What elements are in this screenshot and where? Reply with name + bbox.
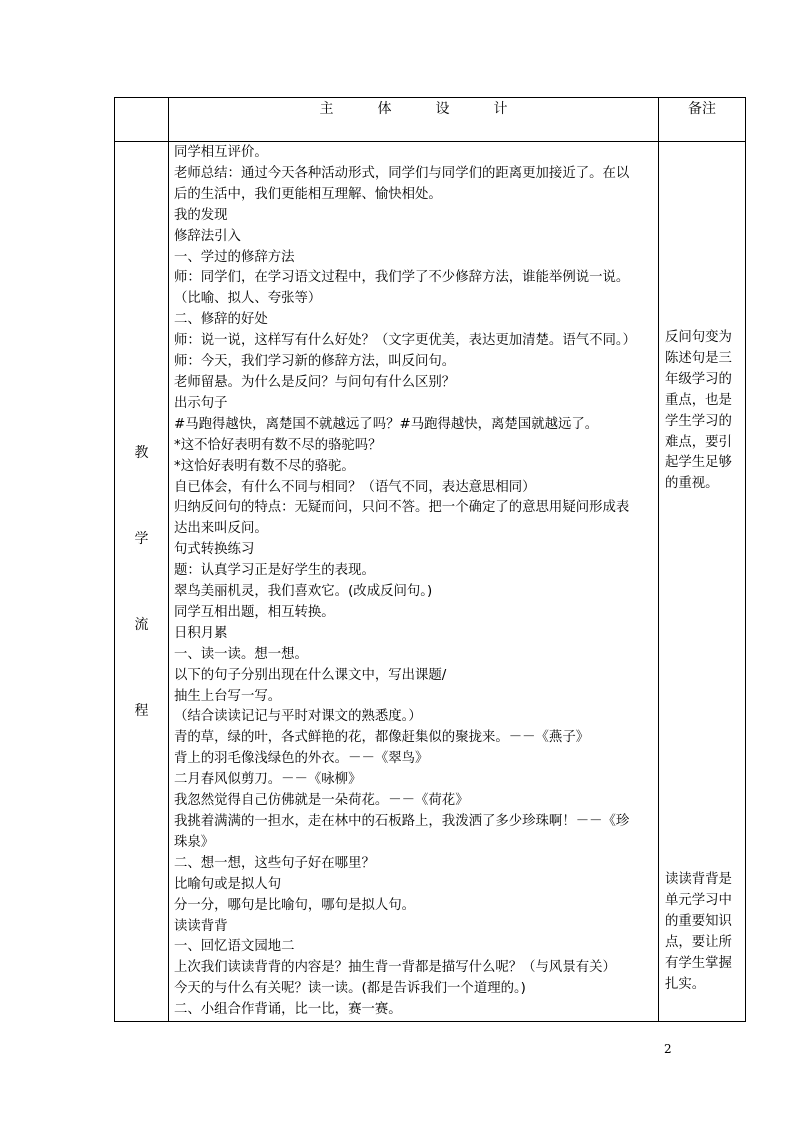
header-main-char: 设 — [435, 101, 450, 117]
side-label-char: 教 — [134, 444, 149, 461]
content-line: 我挑着满满的一担水，走在林中的石板路上，我泼洒了多少珍珠啊！－－《珍 — [174, 814, 630, 829]
content-line: 老师留悬。为什么是反问？与问句有什么区别？ — [174, 374, 456, 390]
content-line: 日积月累 — [174, 625, 228, 641]
side-label-char: 流 — [134, 616, 149, 633]
header-note: 备注 — [659, 98, 746, 142]
content-line: 题：认真学习正是好学生的表现。 — [174, 563, 375, 579]
content-line: 背上的羽毛像浅绿色的外衣。－－《翠鸟》 — [174, 751, 429, 767]
note-reading-recitation — [665, 870, 741, 995]
content-line: 师：说一说，这样写有什么好处？（文字更优美，表达更加清楚。语气不同。） — [174, 333, 636, 349]
content-line: 今天的与什么有关呢？读一读。(都是告诉我们一个道理的。) — [174, 981, 526, 997]
header-main-design — [169, 98, 659, 142]
content-line: 出示句子 — [174, 395, 228, 411]
lesson-plan-table — [114, 97, 746, 1022]
content-line: 修辞法引入 — [174, 228, 241, 244]
note-line: 单元学习中 — [665, 892, 732, 908]
content-line: 句式转换练习 — [174, 542, 255, 558]
content-line: 二、想一想，这些句子好在哪里？ — [174, 855, 375, 871]
note-line: 学生学习的 — [665, 413, 732, 429]
header-main-char: 主 — [319, 101, 334, 117]
note-line: 的重要知识 — [665, 913, 732, 929]
note-line: 重点，也是 — [665, 392, 732, 408]
content-line: 珠泉》 — [174, 834, 215, 850]
content-line: 以下的句子分别出现在什么课文中，写出课题/ — [174, 667, 447, 683]
content-line: 二月春风似剪刀。－－《咏柳》 — [174, 772, 362, 788]
content-line: 分一分，哪句是比喻句，哪句是拟人句。 — [174, 897, 416, 913]
content-line: 一、读一读。想一想。 — [174, 646, 308, 662]
content-lines — [174, 143, 654, 1021]
content-line: 读读背背 — [174, 918, 228, 934]
content-line: （比喻、拟人、夸张等） — [174, 291, 322, 307]
note-line: 难点，要引 — [665, 434, 732, 450]
side-label-teaching-process — [115, 142, 169, 1022]
notes-column — [659, 142, 746, 1022]
side-label-char: 程 — [134, 702, 149, 719]
content-line: #马跑得越快，离楚国不就越远了吗？#马跑得越快，离楚国就越远了。 — [174, 416, 599, 432]
side-label-char: 学 — [134, 530, 149, 547]
note-line: 点，要让所 — [665, 934, 732, 950]
header-main-char: 体 — [377, 101, 392, 117]
content-line: 抽生上台写一写。 — [174, 688, 282, 704]
content-line: 师：同学们，在学习语文过程中，我们学了不少修辞方法，谁能举例说一说。 — [174, 270, 630, 286]
note-line: 的重视。 — [665, 476, 719, 492]
header-main-char: 计 — [493, 101, 508, 117]
content-line: 比喻句或是拟人句 — [174, 876, 282, 892]
content-line: 自已体会，有什么不同与相同？（语气不同，表达意思相同） — [174, 479, 536, 495]
content-line: 老师总结：通过今天各种活动形式，同学们与同学们的距离更加接近了。在以 — [174, 165, 630, 181]
note-line: 扎实。 — [665, 976, 706, 992]
header-left-cell — [115, 98, 169, 142]
content-line: 同学相互评价。 — [174, 145, 268, 160]
content-line: 师：今天，我们学习新的修辞方法，叫反问句。 — [174, 354, 456, 370]
note-line: 陈述句是三 — [665, 350, 732, 366]
content-line: 后的生活中，我们更能相互理解、愉快相处。 — [174, 186, 442, 202]
content-line: 上次我们读读背背的内容是？抽生背一背都是描写什么呢？（与风景有关） — [174, 960, 616, 976]
content-line: *这恰好表明有数不尽的骆驼。 — [174, 458, 355, 474]
content-line: *这不恰好表明有数不尽的骆驼吗？ — [174, 437, 382, 453]
table-body-row — [115, 142, 746, 1022]
content-line: 达出来叫反问。 — [174, 521, 268, 537]
table-header-row — [115, 98, 746, 142]
content-line: （结合读读记记与平时对课文的熟悉度。） — [174, 709, 422, 725]
main-design-content — [169, 142, 659, 1022]
note-rhetorical-question — [665, 328, 741, 495]
content-line: 青的草，绿的叶，各式鲜艳的花，都像赶集似的聚拢来。－－《燕子》 — [174, 730, 590, 746]
note-line: 有学生掌握 — [665, 955, 732, 971]
note-line: 读读背背是 — [665, 872, 732, 887]
content-line: 二、小组合作背诵，比一比，赛一赛。 — [174, 1002, 402, 1018]
note-line: 起学生足够 — [665, 455, 732, 471]
content-line: 一、回忆语文园地二 — [174, 939, 295, 955]
content-line: 二、修辞的好处 — [174, 312, 268, 328]
content-line: 同学互相出题，相互转换。 — [174, 604, 335, 620]
content-line: 归纳反问句的特点：无疑而问，只问不答。把一个确定了的意思用疑问形成表 — [174, 500, 630, 516]
note-line: 年级学习的 — [665, 371, 732, 387]
content-line: 我忽然觉得自己仿佛就是一朵荷花。－－《荷花》 — [174, 793, 469, 809]
content-line: 翠鸟美丽机灵，我们喜欢它。(改成反问句。) — [174, 584, 433, 600]
content-line: 一、学过的修辞方法 — [174, 249, 295, 265]
note-line: 反问句变为 — [665, 330, 732, 345]
content-line: 我的发现 — [174, 207, 228, 223]
page-number: 2 — [664, 1042, 672, 1056]
